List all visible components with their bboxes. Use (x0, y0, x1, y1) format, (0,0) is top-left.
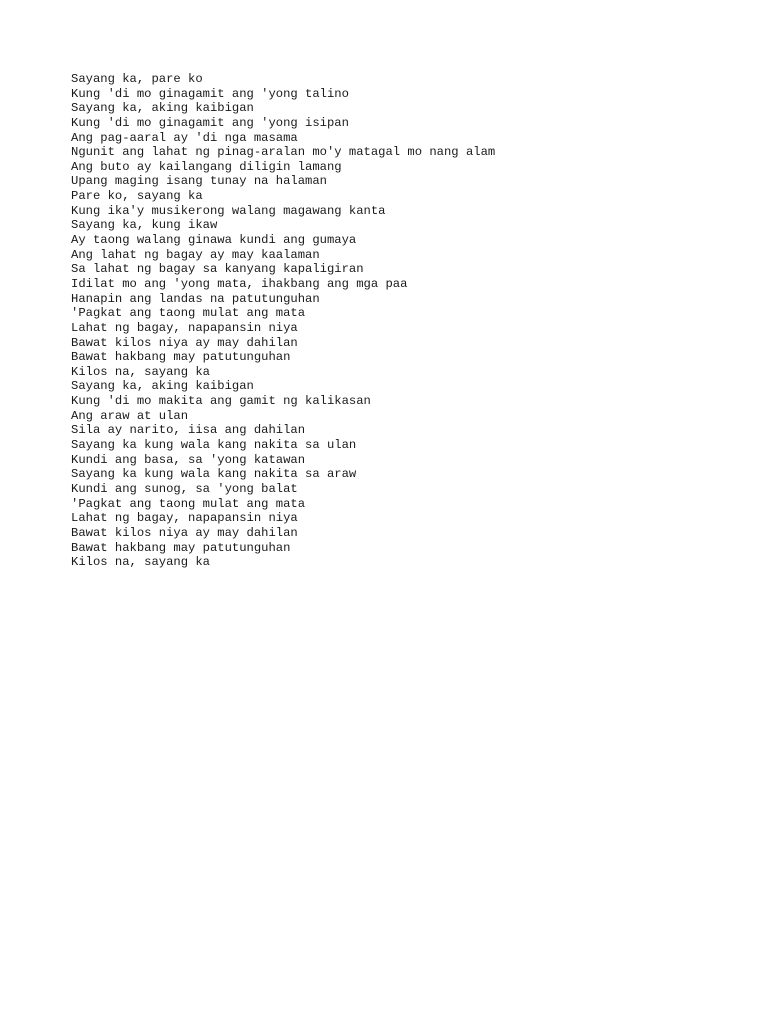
lyric-line: Bawat kilos niya ay may dahilan (71, 335, 298, 350)
lyric-line: Pare ko, sayang ka (71, 189, 203, 204)
lyric-line: Kilos na, sayang ka (71, 364, 210, 379)
lyric-line: Ang lahat ng bagay ay may kaalaman (71, 247, 320, 262)
lyric-line: Sayang ka, kung ikaw (71, 218, 218, 233)
lyric-line: Sayang ka, aking kaibigan (71, 379, 254, 394)
lyric-line: Ang pag-aaral ay 'di nga masama (71, 130, 298, 145)
lyric-line: Ay taong walang ginawa kundi ang gumaya (71, 233, 357, 248)
lyric-line: Ang buto ay kailangang diligin lamang (71, 159, 342, 174)
lyric-line: Sa lahat ng bagay sa kanyang kapaligiran (71, 262, 364, 277)
lyric-line: Kundi ang basa, sa 'yong katawan (71, 452, 306, 467)
lyric-line: Kung 'di mo ginagamit ang 'yong talino (71, 86, 349, 101)
lyric-line: Upang maging isang tunay na halaman (71, 174, 327, 189)
lyric-line: Sayang ka, aking kaibigan (71, 101, 254, 116)
lyric-line: 'Pagkat ang taong mulat ang mata (71, 306, 306, 321)
lyric-line: Bawat kilos niya ay may dahilan (71, 525, 298, 540)
lyric-line: Ngunit ang lahat ng pinag-aralan mo'y matagal mo nang alam (71, 145, 496, 160)
lyric-line: Sila ay narito, iisa ang dahilan (71, 423, 306, 438)
lyric-line: Lahat ng bagay, napapansin niya (71, 320, 298, 335)
lyric-line: Kung 'di mo ginagamit ang 'yong isipan (71, 115, 349, 130)
lyric-line: Sayang ka kung wala kang nakita sa ulan (71, 438, 357, 453)
lyric-line: Kung ika'y musikerong walang magawang kanta (71, 203, 386, 218)
lyric-line: Kilos na, sayang ka (71, 555, 210, 570)
lyric-line: Sayang ka, pare ko (71, 72, 203, 86)
lyric-line: Hanapin ang landas na patutunguhan (71, 291, 320, 306)
lyric-line: Bawat hakbang may patutunguhan (71, 350, 291, 365)
lyrics-document (71, 72, 731, 570)
lyric-line: 'Pagkat ang taong mulat ang mata (71, 496, 306, 511)
lyric-line: Idilat mo ang 'yong mata, ihakbang ang mga paa (71, 276, 408, 291)
lyric-line: Lahat ng bagay, napapansin niya (71, 511, 298, 526)
lyric-line: Kundi ang sunog, sa 'yong balat (71, 481, 298, 496)
lyric-line: Bawat hakbang may patutunguhan (71, 540, 291, 555)
lyric-line: Kung 'di mo makita ang gamit ng kalikasan (71, 394, 371, 409)
lyric-line: Ang araw at ulan (71, 408, 189, 423)
lyric-line: Sayang ka kung wala kang nakita sa araw (71, 467, 357, 482)
